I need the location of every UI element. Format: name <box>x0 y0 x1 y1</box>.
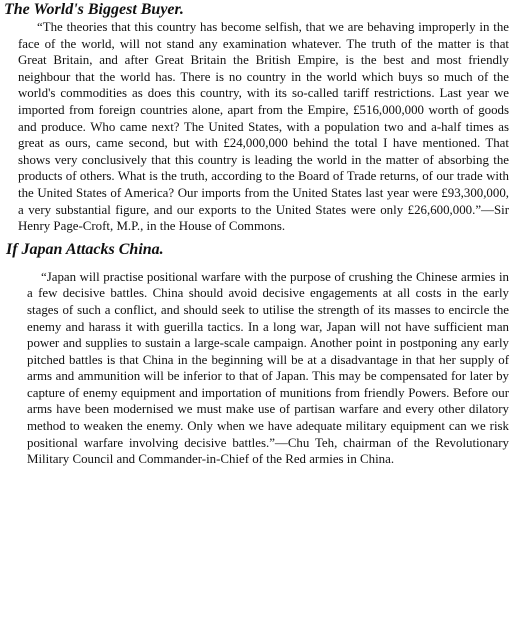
article-body: “The theories that this country has become selfish, that we are behaving improperly in the face of the world, will not stand any examination whatever. The truth of the matter is that Great Britain, and after Great Britain the British Empire, is the best and most friendly neighbour that the world has. There is no country in the world which buys so much of the world's commodities as does this country, with its so-called tariff restrictions. Last year we imported from foreign countries alone, apart from the Empire, £516,000,000 worth of goods and produce. Who came next? The United States, with a population two and a-half times as great as ours, came second, but with £24,000,000 behind the total I have mentioned. That shows very conclusively that this country is leading the world in the matter of absorbing the products of others. What is the truth, according to the Board of Trade returns, of our trade with the United States of America? Our imports from the United States last year were £93,300,000, a very substantial figure, and our exports to the United States were only £26,600,000.”—Sir Henry Page-Croft, M.P., in the House of Commons. <box>18 20 509 234</box>
article-body: “Japan will practise positional warfare with the purpose of crushing the Chinese armies in a few decisive battles. China should avoid decisive engagements at all costs in the early stages of such a conflict, and should seek to utilise the strength of its masses to encircle the enemy and harass it with guerilla tactics. In a long war, Japan will not have sufficient man power and supplies to sustain a large-scale campaign. Another point in postponing any early pitched battles is that China in the beginning will be at a disadvantage in that her supply of arms and ammunition will be inferior to that of Japan. This may be compensated for later by capture of enemy equipment and importation of munitions from friendly Powers. Before our arms have been modernised we must make use of partisan warfare and every other dilatory method to weaken the enemy. Only when we have adequate military equipment can we risk positional warfare involving decisive battles.”—Chu Teh, chairman of the Revolutionary Military Council and Commander-in-Chief of the Red armies in China. <box>27 269 509 467</box>
article-if-japan-attacks-china <box>4 240 509 468</box>
article-worlds-biggest-buyer <box>4 0 509 235</box>
article-title: The World's Biggest Buyer. <box>4 1 184 18</box>
article-title: If Japan Attacks China. <box>6 240 164 258</box>
